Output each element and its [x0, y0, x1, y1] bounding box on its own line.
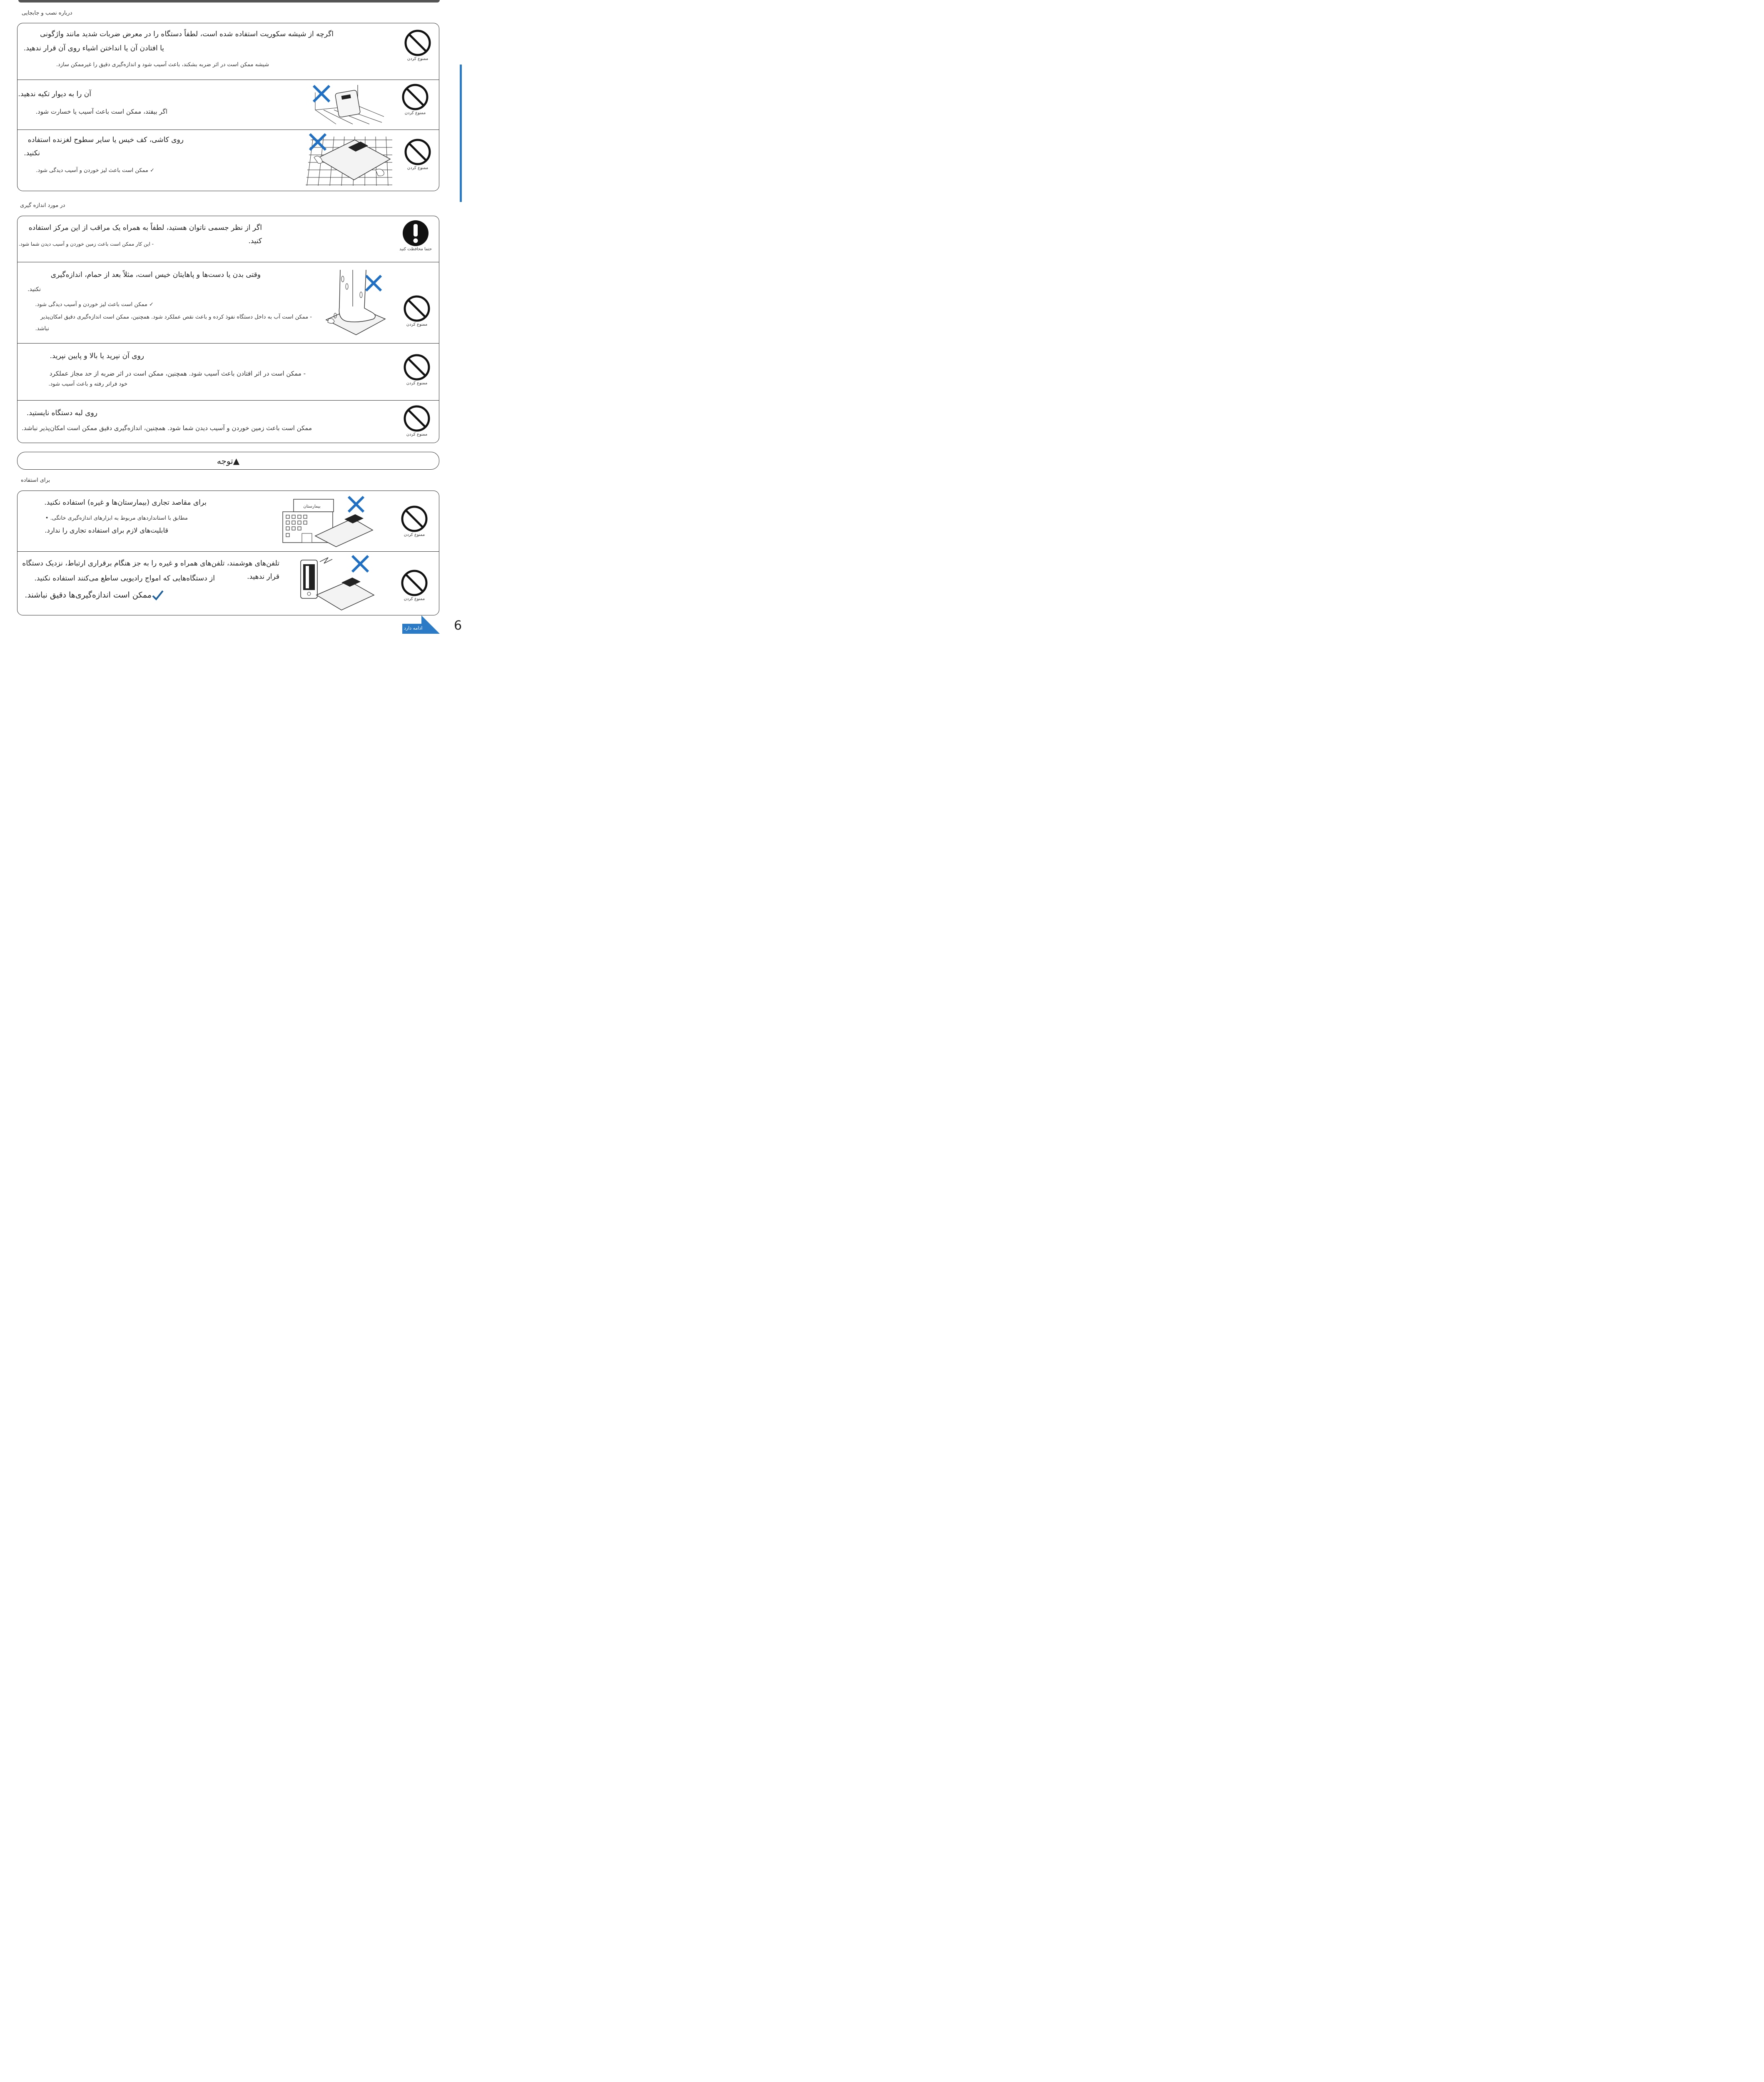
page-number: 6 — [454, 618, 462, 633]
prohibit-icon — [401, 505, 428, 537]
item-subtext: نباشد. — [35, 326, 49, 332]
use-item-1 — [17, 491, 439, 551]
section-label-use: برای استفاده — [21, 477, 50, 483]
continued-marker — [402, 615, 440, 634]
prohibit-icon — [404, 138, 431, 170]
item-subtext: ✓ ممکن است باعث لیز خوردن و آسیب دیدگی شود. — [36, 167, 154, 174]
prohibit-icon — [403, 354, 431, 386]
item-subtext: خود فراتر رفته و باعث آسیب شود. — [48, 381, 127, 387]
item-subtext: شیشه ممکن است در اثر ضربه بشکند، باعث آسیب شود و اندازه‌گیری دقیق را غیرممکن سازد. — [56, 62, 269, 68]
chapter-tab-bar — [460, 65, 462, 202]
use-item-2 — [17, 551, 439, 615]
mandatory-caption: حتما محافظت کنید — [399, 247, 432, 252]
section-label-install: درباره نصب و جابجایی — [22, 10, 72, 16]
hospital-scale-illustration — [282, 495, 374, 548]
hospital-sign-text: بیمارستان — [303, 504, 321, 509]
item-subtext: - ممکن است آب به داخل دستگاه نفوذ کرده و باعث نقص عملکرد شود. همچنین، ممکن است اندازه‌گیری دقیق امکان‌پذیر — [40, 314, 312, 320]
item-text: یا افتادن آن یا انداختن اشیاء روی آن قرار ندهید. — [23, 44, 164, 52]
item-text: روی آن نپرید یا بالا و پایین نپرید. — [50, 352, 144, 360]
item-text: وقتی بدن یا دست‌ها و پاهایتان خیس است، مثلاً بعد از حمام، اندازه‌گیری — [50, 271, 261, 279]
item-text: روی کاشی، کف خیس یا سایر سطوح لغزنده استفاده — [27, 136, 184, 144]
caution-banner — [17, 452, 439, 470]
prohibit-icon — [401, 569, 428, 601]
item-subtext: نکنید. — [27, 286, 41, 293]
section-label-measure: در مورد اندازه گیری — [20, 202, 65, 209]
scale-leaning-wall-illustration — [311, 84, 384, 126]
prohibit-caption: ممنوع کردن — [404, 597, 425, 601]
measure-box — [17, 216, 439, 443]
prohibit-icon — [403, 295, 431, 327]
check-mark-icon — [152, 590, 164, 601]
caution-title: ▲توجه — [217, 456, 240, 466]
measure-item-4 — [17, 400, 439, 443]
prohibit-caption: ممنوع کردن — [407, 57, 429, 61]
install-item-1 — [17, 23, 439, 80]
prohibit-caption: ممنوع کردن — [404, 533, 425, 537]
measure-item-2 — [17, 262, 439, 344]
prohibit-caption: ممنوع کردن — [406, 322, 428, 327]
item-text: از دستگاه‌هایی که امواج رادیویی ساطع می‌کنند استفاده نکنید. — [34, 574, 215, 583]
install-box — [17, 23, 439, 191]
item-text: اگرچه از شیشه سکوریت استفاده شده است، لطفاً دستگاه را در معرض ضربات شدید مانند واژگونی — [40, 30, 334, 38]
install-item-3 — [17, 130, 439, 191]
item-subtext: - این کار ممکن است باعث زمین خوردن و آسیب دیدن شما شود. — [18, 241, 154, 247]
prohibit-caption: ممنوع کردن — [407, 166, 429, 170]
prohibit-caption: ممنوع کردن — [404, 111, 426, 115]
item-subtext: ممکن است باعث زمین خوردن و آسیب دیدن شما شود. همچنین، اندازه‌گیری دقیق ممکن است امکان‌پذیر نباشد. — [22, 424, 312, 432]
mandatory-icon — [396, 219, 435, 252]
item-text: قابلیت‌های لازم برای استفاده تجاری را ندارد. — [45, 526, 168, 534]
smartphone-near-scale-illustration — [300, 555, 375, 613]
item-text: اگر از نظر جسمی ناتوان هستید، لطفاً به همراه یک مراقب از این مرکز استفاده کنید. — [28, 224, 262, 246]
item-text: آن را به دیوار تکیه ندهید. — [18, 90, 91, 98]
measure-item-3 — [17, 343, 439, 401]
scale-on-wet-tiles-illustration — [305, 132, 394, 187]
item-text: نکنید. — [24, 149, 40, 157]
item-subtext: اگر بیفتد، ممکن است باعث آسیب یا خسارت شود. — [35, 108, 167, 115]
prohibit-caption: ممنوع کردن — [406, 432, 428, 437]
prohibit-icon — [401, 83, 429, 115]
item-text: تلفن‌های هوشمند، تلفن‌های همراه و غیره را به جز هنگام برقراری ارتباط، نزدیک دستگاه قرار ندهید. — [22, 559, 279, 581]
item-text: ممکن است اندازه‌گیری‌ها دقیق نباشند. — [25, 590, 152, 600]
prohibit-icon — [404, 29, 431, 61]
item-text: برای مقاصد تجاری (بیمارستان‌ها و غیره) استفاده نکنید. — [44, 498, 207, 507]
prohibit-icon — [403, 405, 431, 437]
use-box — [17, 491, 439, 615]
continued-label: ادامه دارد — [404, 625, 423, 631]
item-text: روی لبه دستگاه نایستید. — [26, 409, 97, 417]
prohibit-caption: ممنوع کردن — [406, 381, 428, 386]
install-item-2 — [17, 80, 439, 130]
item-subtext: ✓ ممکن است باعث لیز خوردن و آسیب دیدگی شود. — [35, 301, 154, 308]
measure-item-1 — [17, 216, 439, 262]
continued-arrow-icon — [402, 615, 440, 634]
top-bar — [18, 0, 440, 2]
item-subtext: مطابق با استانداردهای مربوط به ابزارهای اندازه‌گیری خانگی. • — [45, 515, 188, 521]
item-subtext: - ممکن است در اثر افتادن باعث آسیب شود. همچنین، ممکن است در اثر ضربه از حد مجاز عملکرد — [49, 370, 306, 377]
wet-feet-on-scale-illustration — [323, 270, 389, 336]
